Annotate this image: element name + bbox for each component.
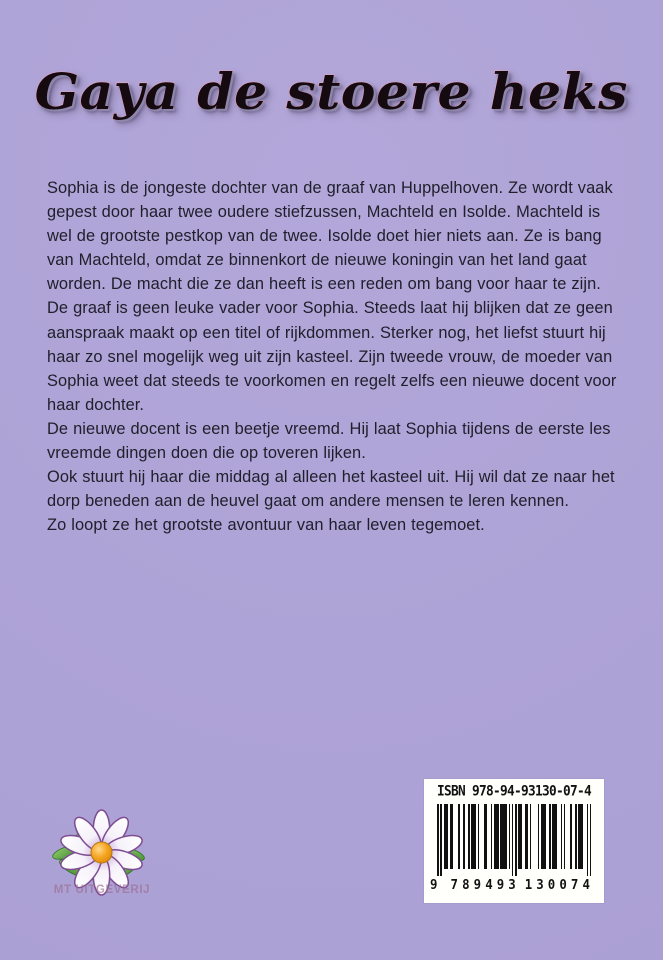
flower-icon: [46, 806, 158, 896]
barcode-digit-middle: 789493: [450, 876, 520, 893]
book-title: Gaya de stoere heks: [34, 62, 629, 121]
publisher-name: MT UITGEVERIJ: [53, 884, 151, 896]
barcode-bar: [590, 804, 592, 876]
barcode-bars: [437, 804, 591, 876]
blurb-text: [47, 176, 619, 537]
blurb-paragraph-5: Zo loopt ze het grootste avontuur van haar leven tegemoet.: [47, 516, 485, 535]
title-block: [0, 62, 663, 121]
blurb-paragraph-2: De graaf is geen leuke vader voor Sophia. Steeds laat hij blijken dat ze geen aanspraak maakt op een titel of rijkdommen. Sterker nog, het liefst stuurt hij haar zo snel mogelijk weg uit zijn kasteel. Zijn tweede vrouw, de moeder van Sophia weet dat steeds te voorkomen en regelt zelfs een nieuwe docent voor haar dochter.: [47, 299, 617, 414]
blurb-paragraph-1: Sophia is de jongeste dochter van de graaf van Huppelhoven. Ze wordt vaak gepest door haar twee oudere stiefzussen, Machteld en Isolde. Machteld is wel de grootste pestkop van de twee. Isolde doet hier niets aan. Ze is bang van Machteld, omdat ze binnenkort de nieuwe koningin van het land gaat worden. De macht die ze dan heeft is een reden om bang voor haar te zijn.: [47, 179, 613, 294]
barcode-digit-right: 130074: [524, 876, 594, 893]
barcode-digits: [430, 876, 598, 893]
flower-center: [91, 842, 112, 863]
blurb-paragraph-4: Ook stuurt hij haar die middag al alleen het kasteel uit. Hij wil dat ze naar het dorp beneden aan de heuvel gaat om andere mensen te leren kennen.: [47, 468, 615, 511]
publisher-logo: [46, 806, 158, 910]
blurb-paragraph-3: De nieuwe docent is een beetje vreemd. Hij laat Sophia tijdens de eerste les vreemde dingen doen die op toveren lijken.: [47, 419, 611, 463]
barcode-digit-left: 9: [430, 876, 438, 893]
isbn-label: ISBN 978-94-93130-07-4: [436, 783, 591, 800]
isbn-barcode: [424, 779, 604, 903]
